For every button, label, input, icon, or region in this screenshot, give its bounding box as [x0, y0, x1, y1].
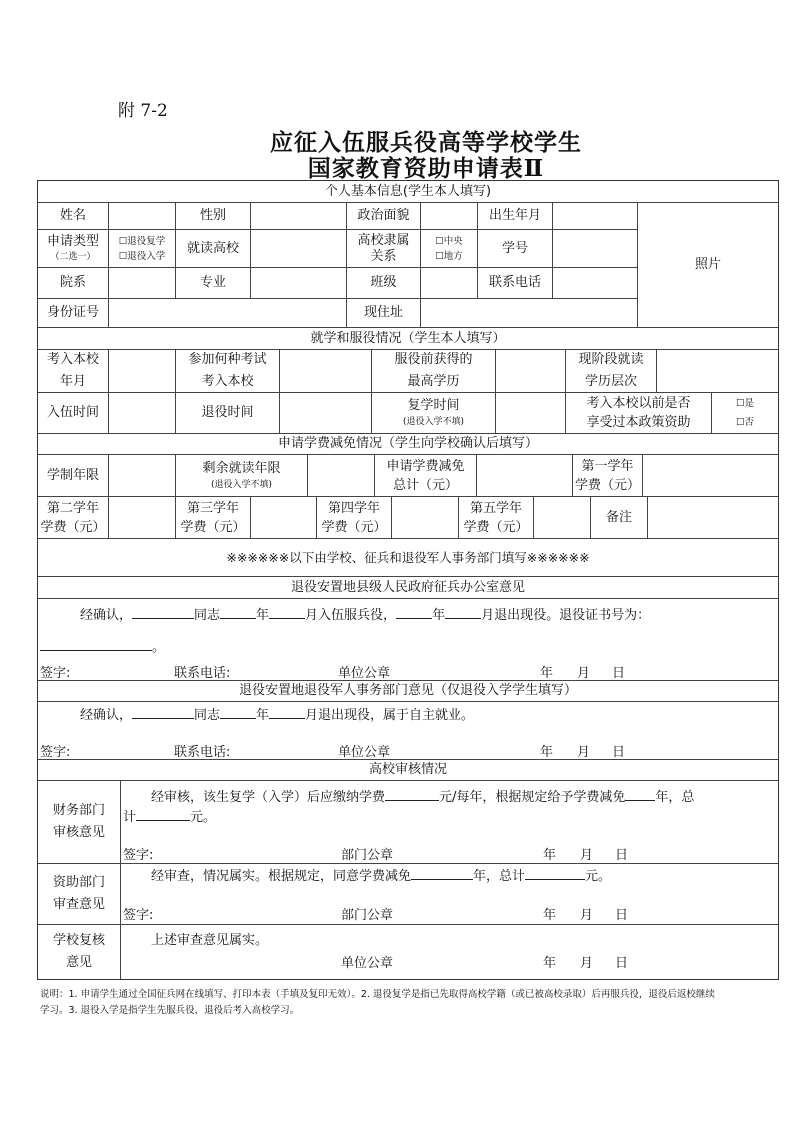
section-veterans-affairs-header: 退役安置地退役军人事务部门意见（仅退役入学学生填写） [38, 681, 778, 702]
year-label: 年 [543, 848, 557, 863]
year-label: 年 [543, 908, 557, 923]
blank-discharge-year[interactable] [396, 605, 432, 619]
certificate-no-line [40, 637, 165, 659]
blank-certificate-no[interactable] [40, 637, 152, 651]
year-label: 年 [540, 745, 554, 760]
year2-line2: 学费（元） [40, 519, 106, 535]
label-remarks: 备注 [591, 497, 648, 539]
apply-type-hint: （二选一） [50, 252, 96, 262]
section-school-review-header: 高校审核情况 [38, 760, 778, 781]
finance-text-line1 [151, 787, 694, 809]
aid-label-line1: 资助部门 [52, 875, 105, 890]
text-waiver-years: 元/每年，根据规定给予学费减免 [439, 790, 626, 805]
text-confirmed: 经确认， [80, 708, 133, 723]
input-year2-fee[interactable] [109, 497, 176, 539]
dept-seal-label: 部门公章 [341, 848, 394, 863]
year5-line1: 第五学年 [469, 500, 522, 516]
remaining-label: 剩余就读年限 [202, 460, 281, 476]
funded-before-options [712, 393, 778, 434]
input-total-waiver[interactable] [477, 455, 573, 497]
checkbox-resume-study[interactable]: ☐退役复学 [118, 235, 166, 247]
label-name: 姓名 [38, 203, 109, 230]
input-remaining[interactable] [308, 455, 375, 497]
school-recheck-opinion [121, 925, 778, 979]
text-year: 年 [256, 608, 270, 623]
input-resume-time[interactable] [496, 393, 566, 434]
month-label: 月 [580, 848, 594, 863]
day-label: 日 [615, 848, 629, 863]
text-enlisted: 月入伍服兵役， [305, 608, 397, 623]
blank-enlist-month[interactable] [269, 605, 305, 619]
aid-text [151, 866, 611, 888]
total-waiver-line2: 总计（元） [392, 477, 458, 493]
finance-dept-opinion [121, 781, 778, 864]
label-edu-before [372, 350, 496, 393]
photo-label: 照片 [694, 257, 721, 272]
input-year3-fee[interactable] [251, 497, 317, 539]
text-yuan: 元。 [190, 810, 217, 825]
label-enlist-time: 入伍时间 [38, 393, 109, 434]
resume-time-hint: (退役入学不填) [402, 417, 465, 427]
blank-discharge-month[interactable] [445, 605, 481, 619]
blank-comrade-name[interactable] [132, 605, 194, 619]
recruitment-office-opinion [38, 599, 778, 681]
application-form [37, 180, 779, 980]
month-label: 月 [577, 745, 591, 760]
input-birth[interactable] [553, 203, 638, 230]
label-phone: 联系电话 [478, 268, 553, 299]
form-title-line2: 国家教育资助申请表Ⅱ [307, 155, 545, 182]
recruitment-office-text [80, 605, 650, 627]
label-funded-before [566, 393, 712, 434]
checkbox-central[interactable]: ☐中央 [435, 235, 463, 247]
checkbox-local[interactable]: ☐地方 [435, 250, 463, 262]
form-title-line1: 应征入伍服兵役高等学校学生 [270, 129, 582, 156]
text-comrade: 同志 [194, 608, 221, 623]
blank-tuition-per-year[interactable] [385, 787, 439, 801]
finance-text-line2 [123, 807, 216, 829]
input-year1-fee[interactable] [643, 455, 778, 497]
footnote-line2: 学习。3. 退役入学是指学生先服兵役，退役后考入高校学习。 [40, 1005, 300, 1016]
text-total: 年，总 [655, 790, 695, 805]
label-school: 就读高校 [176, 230, 251, 268]
input-name[interactable] [109, 203, 176, 230]
checkbox-yes[interactable]: ☐是 [735, 398, 755, 409]
finance-label-line1: 财务部门 [52, 803, 105, 818]
apply-type-label: 申请类型 [46, 234, 99, 249]
input-politics[interactable] [421, 203, 478, 230]
input-admit-date[interactable] [109, 350, 176, 393]
admit-date-line1: 考入本校 [46, 352, 99, 367]
label-affiliation: 高校隶属关系 [347, 230, 421, 268]
blank-aid-total[interactable] [525, 866, 585, 880]
year1-line2: 学费（元） [574, 477, 640, 493]
unit-seal-label: 单位公章 [341, 956, 394, 971]
label-year5-fee [459, 497, 534, 539]
current-level-line2: 学历层次 [584, 374, 637, 389]
exam-line2: 考入本校 [201, 374, 254, 389]
text-confirmed: 经确认， [80, 608, 133, 623]
sign-label: 签字: [40, 666, 71, 681]
input-class[interactable] [421, 268, 478, 299]
current-level-line1: 现阶段就读 [578, 352, 644, 367]
admit-date-line2: 年月 [59, 374, 86, 389]
year3-line1: 第三学年 [186, 500, 239, 516]
official-use-divider: ※※※※※※以下由学校、征兵和退役军人事务部门填写※※※※※※ [38, 539, 778, 577]
seal-label: 单位公章 [338, 666, 391, 681]
edu-before-line2: 最高学历 [407, 374, 460, 389]
annex-label: 附 7-2 [118, 101, 168, 121]
input-duration[interactable] [109, 455, 176, 497]
day-label: 日 [612, 745, 626, 760]
checkbox-enroll-after-service[interactable]: ☐退役入学 [118, 250, 166, 262]
remaining-hint: (退役入学不填) [210, 479, 273, 490]
text-certificate-no: 月退出现役。退役证书号为： [481, 608, 651, 623]
blank-discharge-month[interactable] [269, 705, 305, 719]
finance-label-line2: 审核意见 [52, 825, 105, 840]
label-current-level [566, 350, 657, 393]
year-label: 年 [540, 666, 554, 681]
school-recheck-line2: 意见 [65, 955, 92, 970]
input-gender[interactable] [251, 203, 347, 230]
blank-comrade-name[interactable] [132, 705, 194, 719]
day-label: 日 [615, 908, 629, 923]
photo-box[interactable] [638, 203, 778, 328]
input-year4-fee[interactable] [392, 497, 459, 539]
year2-line1: 第二学年 [46, 500, 99, 516]
text-year: 年 [256, 708, 270, 723]
month-label: 月 [580, 956, 594, 971]
input-current-level[interactable] [657, 350, 778, 393]
blank-discharge-year[interactable] [220, 705, 256, 719]
label-admit-date [38, 350, 109, 393]
text-total: 年，总计 [473, 869, 526, 884]
input-year5-fee[interactable] [534, 497, 591, 539]
input-id-no[interactable] [109, 299, 347, 328]
school-recheck-line1: 学校复核 [52, 933, 105, 948]
input-remarks[interactable] [648, 497, 778, 539]
year5-line2: 学费（元） [463, 519, 529, 535]
input-enlist-time[interactable] [109, 393, 176, 434]
sign-label: 签字: [40, 745, 71, 760]
section-recruitment-office-header: 退役安置地县级人民政府征兵办公室意见 [38, 577, 778, 599]
label-remaining [176, 455, 308, 497]
sign-label: 签字: [123, 848, 154, 863]
aid-label-line2: 审查意见 [52, 897, 105, 912]
label-finance-dept [38, 781, 121, 864]
funded-before-line2: 享受过本政策资助 [586, 415, 691, 430]
input-major[interactable] [251, 268, 347, 299]
label-apply-type [38, 230, 109, 268]
input-school[interactable] [251, 230, 347, 268]
phone-label: 联系电话: [174, 666, 231, 681]
label-aid-dept [38, 864, 121, 925]
label-duration: 学制年限 [38, 455, 109, 497]
text-approved-waiver: 经审查，情况属实。根据规定，同意学费减免 [151, 869, 412, 884]
year3-line2: 学费（元） [180, 519, 246, 535]
day-label: 日 [612, 666, 626, 681]
sign-label: 签字: [123, 908, 154, 923]
year-label: 年 [543, 956, 557, 971]
school-recheck-text: 上述审查意见属实。 [151, 933, 269, 948]
label-birth: 出生年月 [478, 203, 553, 230]
input-dept[interactable] [109, 268, 176, 299]
edu-before-line1: 服役前获得的 [394, 352, 473, 367]
month-label: 月 [580, 908, 594, 923]
label-resume-time [372, 393, 496, 434]
total-waiver-line1: 申请学费减免 [386, 458, 465, 474]
veterans-affairs-opinion [38, 702, 778, 760]
label-major: 专业 [176, 268, 251, 299]
blank-waiver-years[interactable] [625, 787, 655, 801]
checkbox-no[interactable]: ☐否 [735, 417, 755, 428]
text-tuition-due: 经审核，该生复学（入学）后应缴纳学费 [151, 790, 386, 805]
input-exam[interactable] [280, 350, 372, 393]
label-year1-fee [573, 455, 643, 497]
input-discharge-time[interactable] [280, 393, 372, 434]
year4-line1: 第四学年 [327, 500, 380, 516]
label-year2-fee [38, 497, 109, 539]
label-class: 班级 [347, 268, 421, 299]
input-address[interactable] [421, 299, 638, 328]
year1-line1: 第一学年 [581, 458, 634, 474]
label-year4-fee [317, 497, 392, 539]
label-gender: 性别 [176, 203, 251, 230]
text-yuan: 元。 [585, 869, 612, 884]
funded-before-line1: 考入本校以前是否 [586, 396, 691, 411]
label-discharge-time: 退役时间 [176, 393, 280, 434]
blank-enlist-year[interactable] [220, 605, 256, 619]
text-total-suffix: 计 [123, 810, 137, 825]
year4-line2: 学费（元） [321, 519, 387, 535]
label-total-waiver [375, 455, 477, 497]
input-phone[interactable] [553, 268, 638, 299]
section-tuition-header: 申请学费减免情况（学生向学校确认后填写） [38, 434, 778, 455]
label-id-no: 身份证号 [38, 299, 109, 328]
input-edu-before[interactable] [496, 350, 566, 393]
text-comrade: 同志 [194, 708, 221, 723]
affiliation-options [421, 230, 478, 268]
section-personal-info-header: 个人基本信息(学生本人填写) [38, 181, 778, 203]
resume-time-label: 复学时间 [407, 398, 460, 413]
blank-aid-years[interactable] [411, 866, 473, 880]
label-school-recheck [38, 925, 121, 979]
label-student-no: 学号 [478, 230, 553, 268]
phone-label: 联系电话: [174, 745, 231, 760]
exam-line1: 参加何种考试 [188, 352, 267, 367]
label-year3-fee [176, 497, 251, 539]
label-politics: 政治面貌 [347, 203, 421, 230]
section-study-service-header: 就学和服役情况（学生本人填写） [38, 328, 778, 350]
blank-total-amount[interactable] [136, 807, 190, 821]
seal-label: 单位公章 [338, 745, 391, 760]
footnote [40, 987, 780, 1019]
label-address: 现住址 [347, 299, 421, 328]
text-self-employed: 月退出现役，属于自主就业。 [305, 708, 475, 723]
text-period: 。 [152, 640, 166, 655]
input-student-no[interactable] [553, 230, 638, 268]
footnote-line1: 说明：1. 申请学生通过全国征兵网在线填写、打印本表（手填及复印无效）。2. 退役复学是指已先取得高校学籍（或已被高校录取）后再服兵役，退役后返校继续 [40, 989, 715, 1000]
aid-dept-opinion [121, 864, 778, 925]
dept-seal-label: 部门公章 [341, 908, 394, 923]
month-label: 月 [577, 666, 591, 681]
label-dept: 院系 [38, 268, 109, 299]
veterans-affairs-text [80, 705, 474, 727]
text-year: 年 [432, 608, 446, 623]
day-label: 日 [615, 956, 629, 971]
label-exam [176, 350, 280, 393]
apply-type-options [109, 230, 176, 268]
